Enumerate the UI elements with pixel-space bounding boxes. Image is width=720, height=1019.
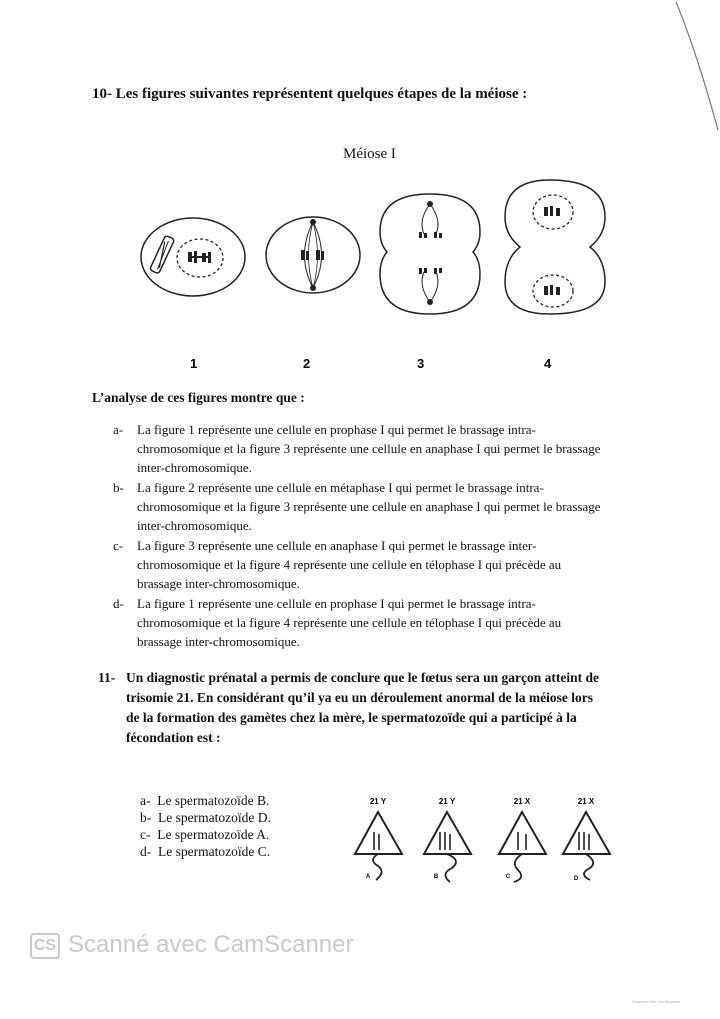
camscanner-watermark [30,931,354,959]
question-11 [98,668,618,748]
option-label: d- [113,596,124,611]
sperm-b-letter: B [433,874,439,880]
option-text: Le spermatozoïde C. [158,844,271,859]
watermark-small-text: Scanned with CamScanner [632,999,681,1004]
q10-option-c[interactable] [113,536,613,593]
sperm-c-letter: C [505,874,511,880]
sperm-a-letter: A [365,874,371,880]
q11-options [140,792,271,860]
figure-number-2: 2 [303,356,311,371]
sperm-c-label: 21 X [513,797,531,806]
q10-option-a[interactable] [113,420,613,477]
q11-option-c[interactable] [140,826,271,843]
q11-option-b[interactable] [140,809,271,826]
option-text: La figure 1 représente une cellule en prophase I qui permet le brassage intra-chromosomique et la figure 4 représente une cellule en télophase I qui précède au brassage inter-chromosomique. [137,596,562,649]
question-11-label: 11- [98,670,116,685]
scan-edge-line [672,0,720,140]
option-label: c- [113,538,124,553]
figure-1-cell [141,218,245,296]
option-text: Le spermatozoïde A. [157,827,270,842]
option-label: a- [113,422,124,437]
question-11-text: Un diagnostic prénatal a permis de conclure que le fœtus sera un garçon atteint de trisomie 21. En considérant qu’il ya eu un déroulement anormal de la méiose lors de la formation des gamètes chez la mère, le spermatozoïde qui a participé à la fécondation est : [126,670,599,745]
watermark-text: Scanné avec CamScanner [68,931,354,958]
option-text: La figure 2 représente une cellule en métaphase I qui permet le brassage intra-chromosomique et la figure 3 représente une cellule en anaphase I qui permet le brassage inter-chromosomique. [137,480,601,533]
option-label: a- [140,793,151,808]
option-text: La figure 3 représente une cellule en anaphase I qui permet le brassage inter-chromosomique et la figure 4 représente une cellule en télophase I qui précède au brassage inter-chromosomique. [137,538,562,591]
figure-number-3: 3 [417,356,425,371]
option-label: d- [140,844,152,859]
option-text: Le spermatozoïde B. [157,793,270,808]
sperm-c [499,797,546,882]
q10-option-d[interactable] [113,594,613,651]
meiosis-diagram [130,172,620,372]
option-label: b- [113,480,124,495]
figure-number-4: 4 [544,356,552,371]
sperm-d [563,797,610,882]
q10-option-b[interactable] [113,478,613,535]
camscanner-logo-icon: CS [30,933,60,959]
q11-option-d[interactable] [140,843,271,860]
sperm-b-label: 21 Y [438,797,456,806]
sperm-d-letter: D [573,876,579,882]
sperm-d-label: 21 X [577,797,595,806]
question-10-title: 10- Les figures suivantes représentent quelques étapes de la méiose : [92,86,528,102]
sperm-a-label: 21 Y [369,797,387,806]
option-text: La figure 1 représente une cellule en prophase I qui permet le brassage intra-chromosomique et la figure 3 représente une cellule en anaphase I qui permet le brassage inter-chromosomique. [137,422,601,475]
sperm-b [424,797,471,882]
option-text: Le spermatozoïde D. [158,810,271,825]
sperm-a [355,797,402,880]
figure-2-cell [266,217,360,293]
q11-option-a[interactable] [140,792,271,809]
figure-3-cell [380,194,480,314]
figure-number-1: 1 [190,356,198,371]
analysis-intro: L’analyse de ces figures montre que : [92,390,305,405]
option-label: c- [140,827,151,842]
figure-4-cell [505,180,605,314]
option-label: b- [140,810,152,825]
diagram-title: Méiose I [343,146,396,162]
spermatozoa-diagram [340,792,620,887]
